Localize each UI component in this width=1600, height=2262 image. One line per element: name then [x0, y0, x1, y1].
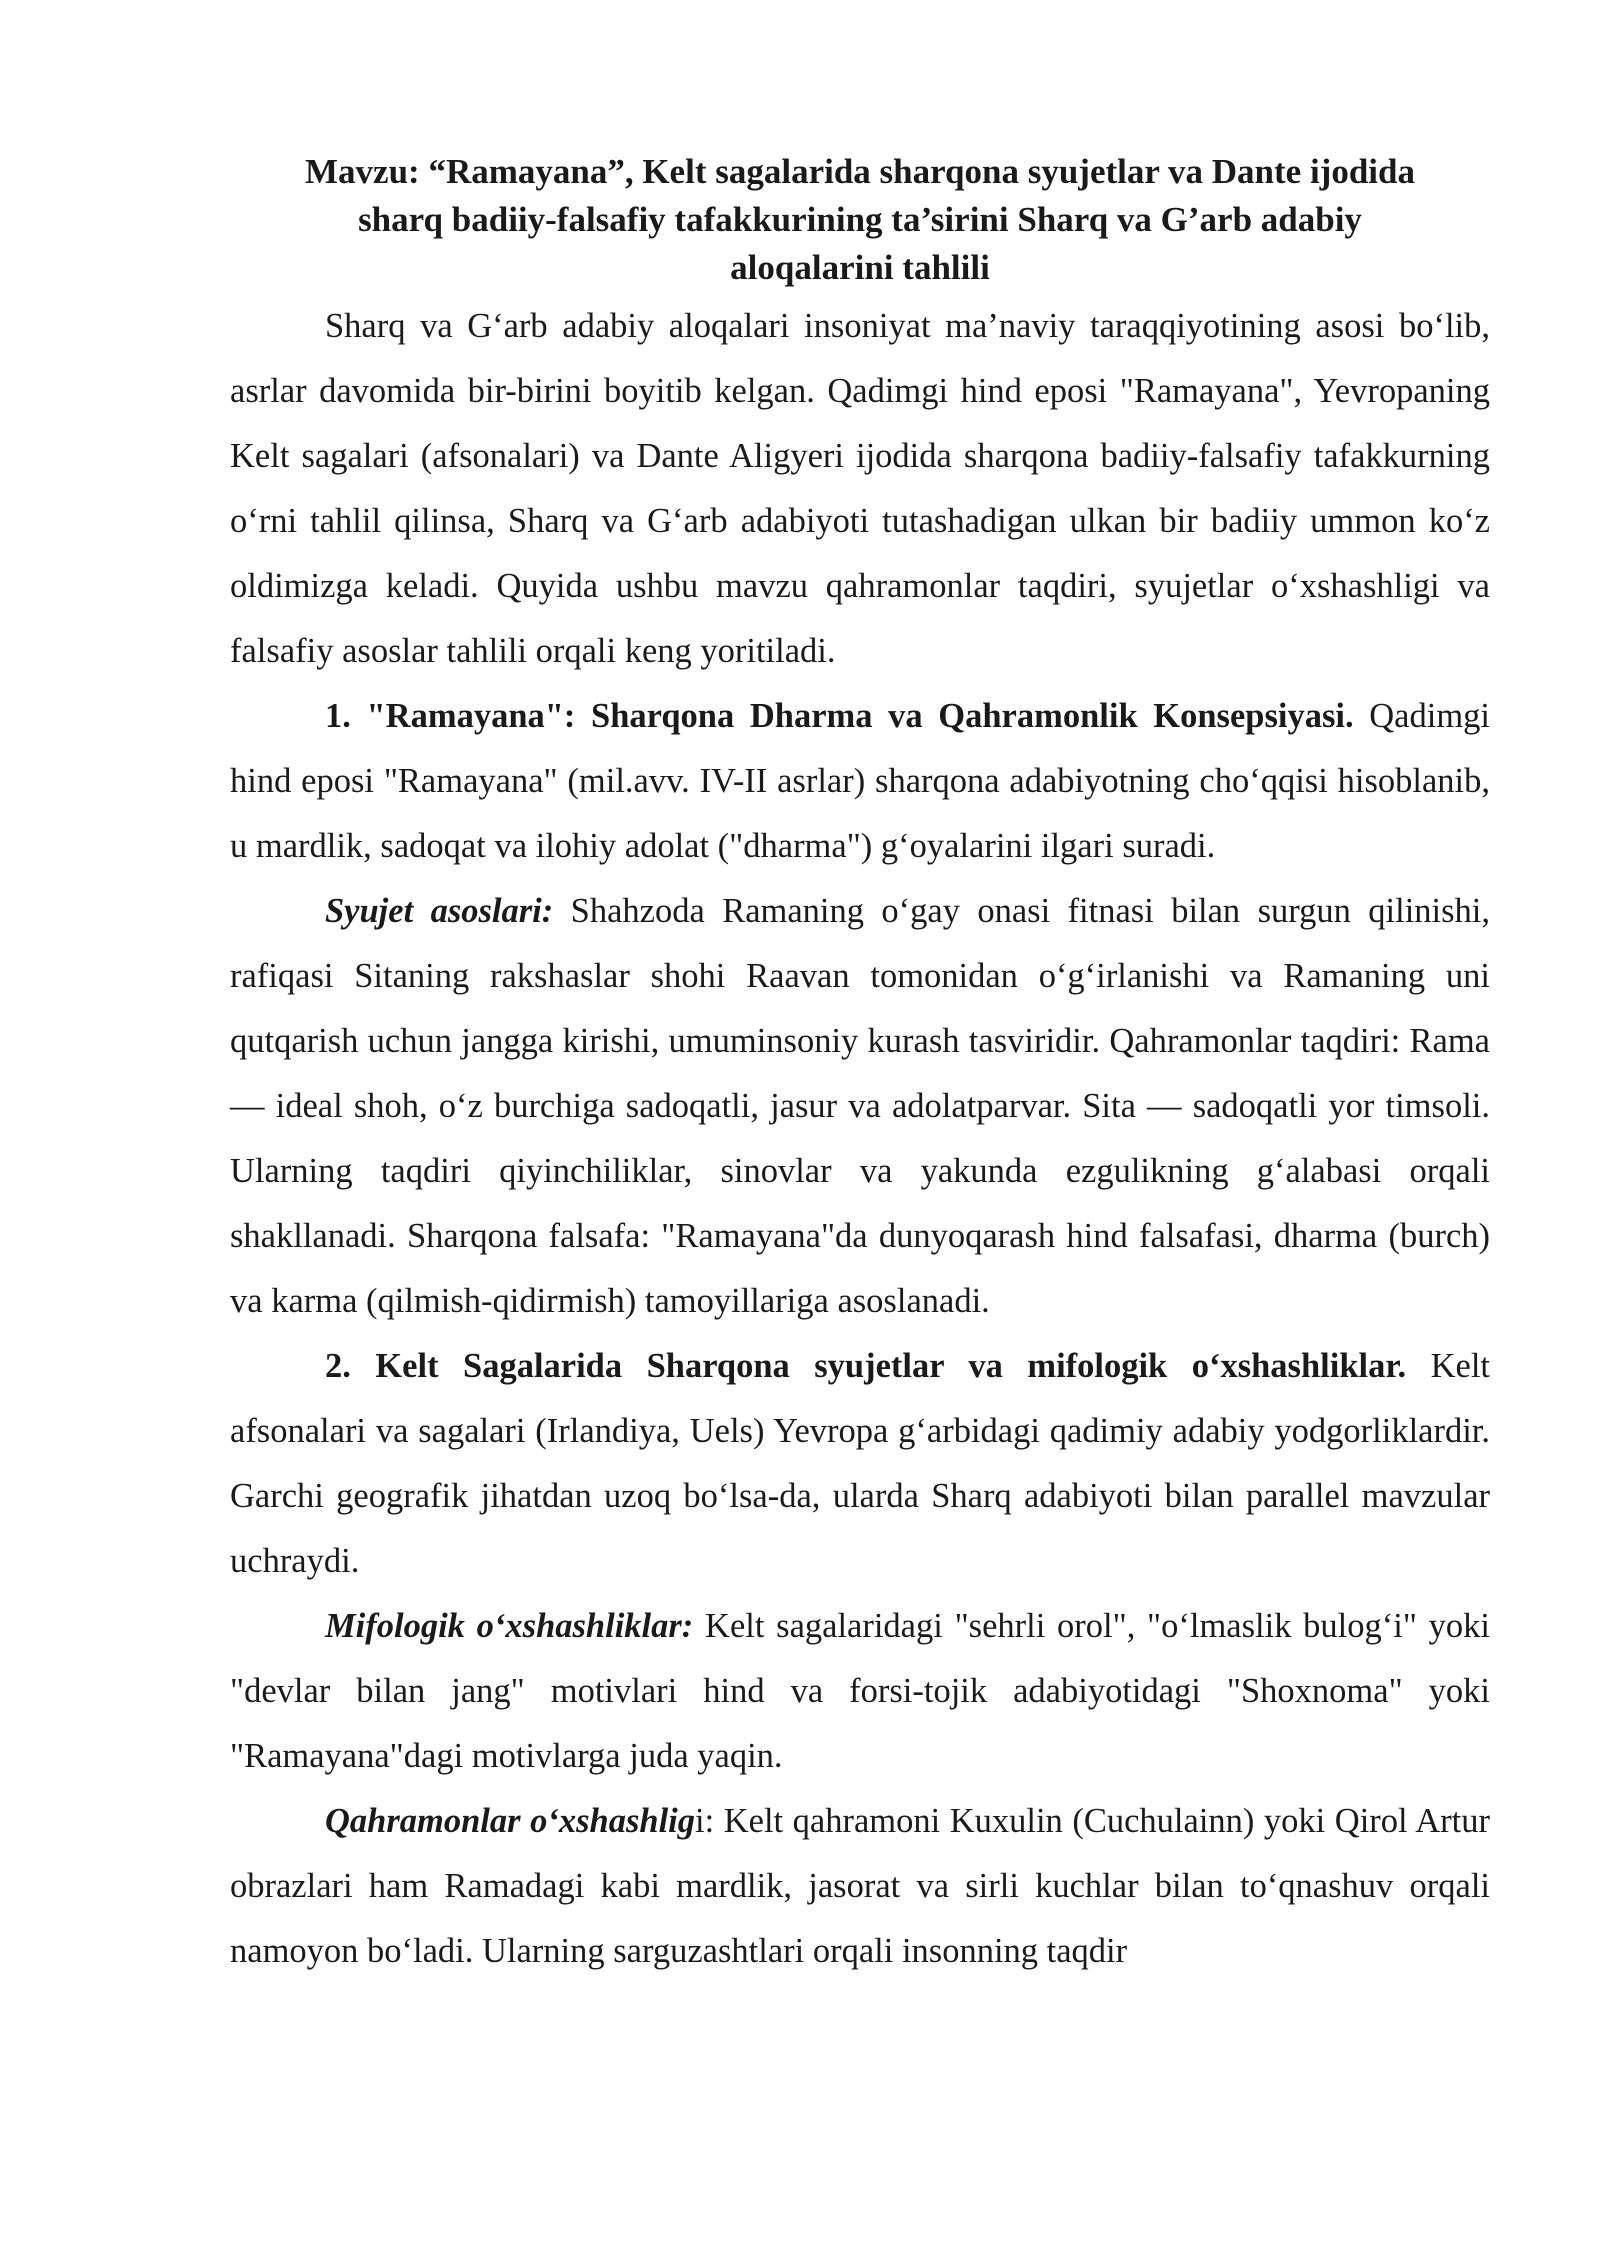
- qahramon-label: Qahramonlar o‘xshashlig: [325, 1802, 695, 1840]
- mifologik-text: Kelt sagalaridagi "sehrli orol", "o‘lmaslik bulog‘i" yoki "devlar bilan jang" motivlari hind va forsi-tojik adabiyotidagi "Shoxnoma" yoki "Ramayana"dagi motivlarga juda yaqin.: [230, 1607, 1490, 1775]
- title-line-1: Mavzu: “Ramayana”, Kelt sagalarida sharqona syujetlar va Dante ijodida: [305, 152, 1415, 191]
- section-2-paragraph: [230, 1334, 1490, 1594]
- section-2-text: Kelt afsonalari va sagalari (Irlandiya, Uels) Yevropa g‘arbidagi qadimiy adabiy yodgorliklardir. Garchi geografik jihatdan uzoq bo‘lsa-da, ularda Sharq adabiyoti bilan parallel mavzular uchraydi.: [230, 1347, 1490, 1580]
- mifologik-label: Mifologik o‘xshashliklar:: [325, 1607, 694, 1645]
- syujet-label: Syujet asoslari:: [325, 892, 554, 930]
- qahramon-text: i: Kelt qahramoni Kuxulin (Cuchulainn) yoki Qirol Artur obrazlari ham Ramadagi kabi mardlik, jasorat va sirli kuchlar bilan to‘qnashuv orqali namoyon bo‘ladi. Ularning sarguzashtlari orqali insonning taqdir: [230, 1802, 1490, 1970]
- document-page: [230, 148, 1490, 1984]
- syujet-paragraph: [230, 879, 1490, 1334]
- qahramon-paragraph: [230, 1789, 1490, 1984]
- section-1-paragraph: [230, 684, 1490, 879]
- title-line-3: aloqalarini tahlili: [730, 248, 990, 287]
- section-1-text: Qadimgi hind eposi "Ramayana" (mil.avv. IV-II asrlar) sharqona adabiyotning cho‘qqisi hisoblanib, u mardlik, sadoqat va ilohiy adolat ("dharma") g‘oyalarini ilgari suradi.: [230, 697, 1490, 865]
- section-2-heading: 2. Kelt Sagalarida Sharqona syujetlar va mifologik o‘xshashliklar.: [325, 1347, 1407, 1385]
- title-line-2: sharq badiiy-falsafiy tafakkurining ta’sirini Sharq va G’arb adabiy: [358, 200, 1362, 239]
- mifologik-paragraph: [230, 1594, 1490, 1789]
- section-1-heading: 1. "Ramayana": Sharqona Dharma va Qahramonlik Konsepsiyasi.: [325, 697, 1354, 735]
- syujet-text: Shahzoda Ramaning o‘gay onasi fitnasi bilan surgun qilinishi, rafiqasi Sitaning rakshaslar shohi Raavan tomonidan o‘g‘irlanishi va Ramaning uni qutqarish uchun jangga kirishi, umuminsoniy kurash tasviridir. Qahramonlar taqdiri: Rama — ideal shoh, o‘z burchiga sadoqatli, jasur va adolatparvar. Sita — sadoqatli yor timsoli. Ularning taqdiri qiyinchiliklar, sinovlar va yakunda ezgulikning g‘alabasi orqali shakllanadi. Sharqona falsafa: "Ramayana"da dunyoqarash hind falsafasi, dharma (burch) va karma (qilmish-qidirmish) tamoyillariga asoslanadi.: [230, 892, 1491, 1320]
- document-title: [230, 148, 1490, 292]
- intro-paragraph: Sharq va G‘arb adabiy aloqalari insoniyat ma’naviy taraqqiyotining asosi bo‘lib, asrlar davomida bir-birini boyitib kelgan. Qadimgi hind eposi "Ramayana", Yevropaning Kelt sagalari (afsonalari) va Dante Aligyeri ijodida sharqona badiiy-falsafiy tafakkurning o‘rni tahlil qilinsa, Sharq va G‘arb adabiyoti tutashadigan ulkan bir badiiy ummon ko‘z oldimizga keladi. Quyida ushbu mavzu qahramonlar taqdiri, syujetlar o‘xshashligi va falsafiy asoslar tahlili orqali keng yoritiladi.: [230, 307, 1490, 670]
